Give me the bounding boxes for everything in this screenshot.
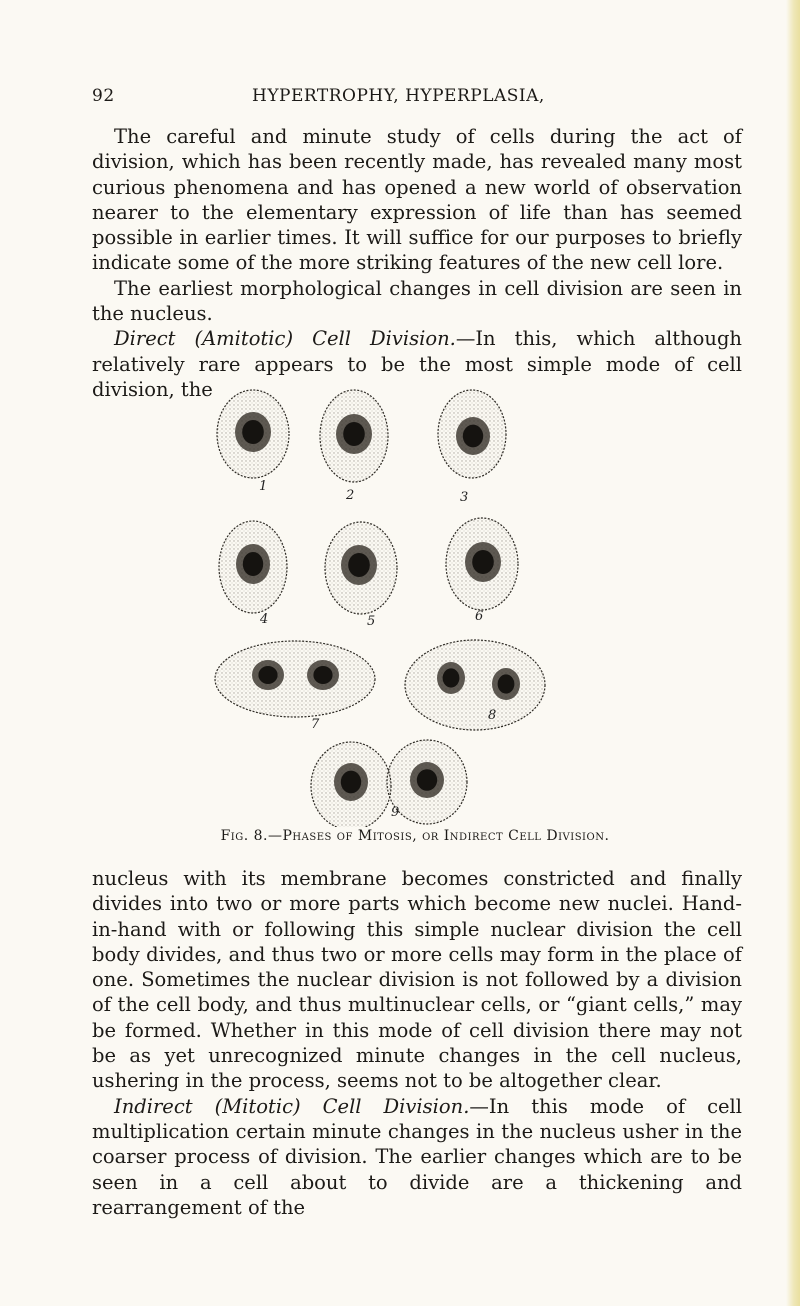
phase-label-9: 9	[391, 805, 400, 820]
running-title: HYPERTROPHY, HYPERPLASIA,	[252, 86, 545, 106]
cell-phase-5	[325, 522, 397, 614]
paragraph-direct-division-continued: nucleus with its membrane becomes constricted and finally divides into two or more parts which become new nuclei. Hand-in-hand with or following this simple nuclear division the cell body divides, and thus two or more cells may form in the place of one. Sometimes the nuclear division is not followed by a division of the cell body, and thus multinuclear cells, or “giant cells,” may be formed. Whether in this mode of cell division there may not be as yet unrecognized minute changes in the cell nucleus, ushering in the process, seems not to be altogether clear.	[92, 867, 742, 1093]
paragraph-intro: The careful and minute study of cells during the act of division, which has been recently made, has revealed many most curious phenomena and has opened a new world of observation nearer to the elementary expression of life than has seemed possible in earlier times. It will suffice for our purposes to briefly indicate some of the more striking features of the new cell lore.	[92, 125, 742, 275]
page-edge-shadow	[786, 0, 800, 1306]
paragraph-indirect-division-text: —In this mode of cell multiplication certain minute changes in the nucleus usher in the coarser process of division. The earlier changes which are to be seen in a cell about to divide are a thickening and rearrangement of the	[92, 1094, 743, 1219]
top-text-block	[92, 124, 742, 402]
phase-label-4: 4	[260, 612, 269, 627]
cell-phase-9a	[311, 742, 391, 827]
term-direct-division: Direct (Amitotic) Cell Division.	[114, 327, 456, 351]
phase-label-7: 7	[311, 717, 320, 732]
page-header	[92, 86, 732, 116]
cell-phase-4	[219, 521, 287, 613]
cell-phase-3	[438, 390, 506, 478]
phase-label-6: 6	[475, 609, 484, 624]
phase-label-8: 8	[488, 708, 497, 723]
cell-phase-7	[215, 641, 375, 717]
cell-phase-8	[405, 640, 545, 730]
figure-caption: Fig. 8.—Phases of Mitosis, or Indirect Cell Division.	[220, 828, 610, 844]
paragraph-nucleus: The earliest morphological changes in cell division are seen in the nucleus.	[92, 276, 742, 326]
mitosis-illustration	[205, 372, 605, 827]
paragraph-direct-division-text: —In this, which although relatively rare appears to be the most simple mode of cell division, the	[92, 327, 742, 401]
phase-label-3: 3	[460, 490, 469, 505]
cell-phase-1	[217, 390, 289, 478]
paragraph-indirect-division	[92, 1094, 742, 1220]
cell-phase-2	[320, 390, 388, 482]
phase-label-1: 1	[259, 479, 268, 494]
cell-phase-6	[446, 518, 518, 610]
bottom-text-block	[92, 866, 742, 1220]
mitosis-figure	[205, 372, 605, 827]
phase-label-5: 5	[367, 614, 376, 629]
phase-label-2: 2	[346, 488, 355, 503]
term-indirect-division: Indirect (Mitotic) Cell Division.	[114, 1094, 470, 1118]
page-number: 92	[92, 86, 115, 106]
